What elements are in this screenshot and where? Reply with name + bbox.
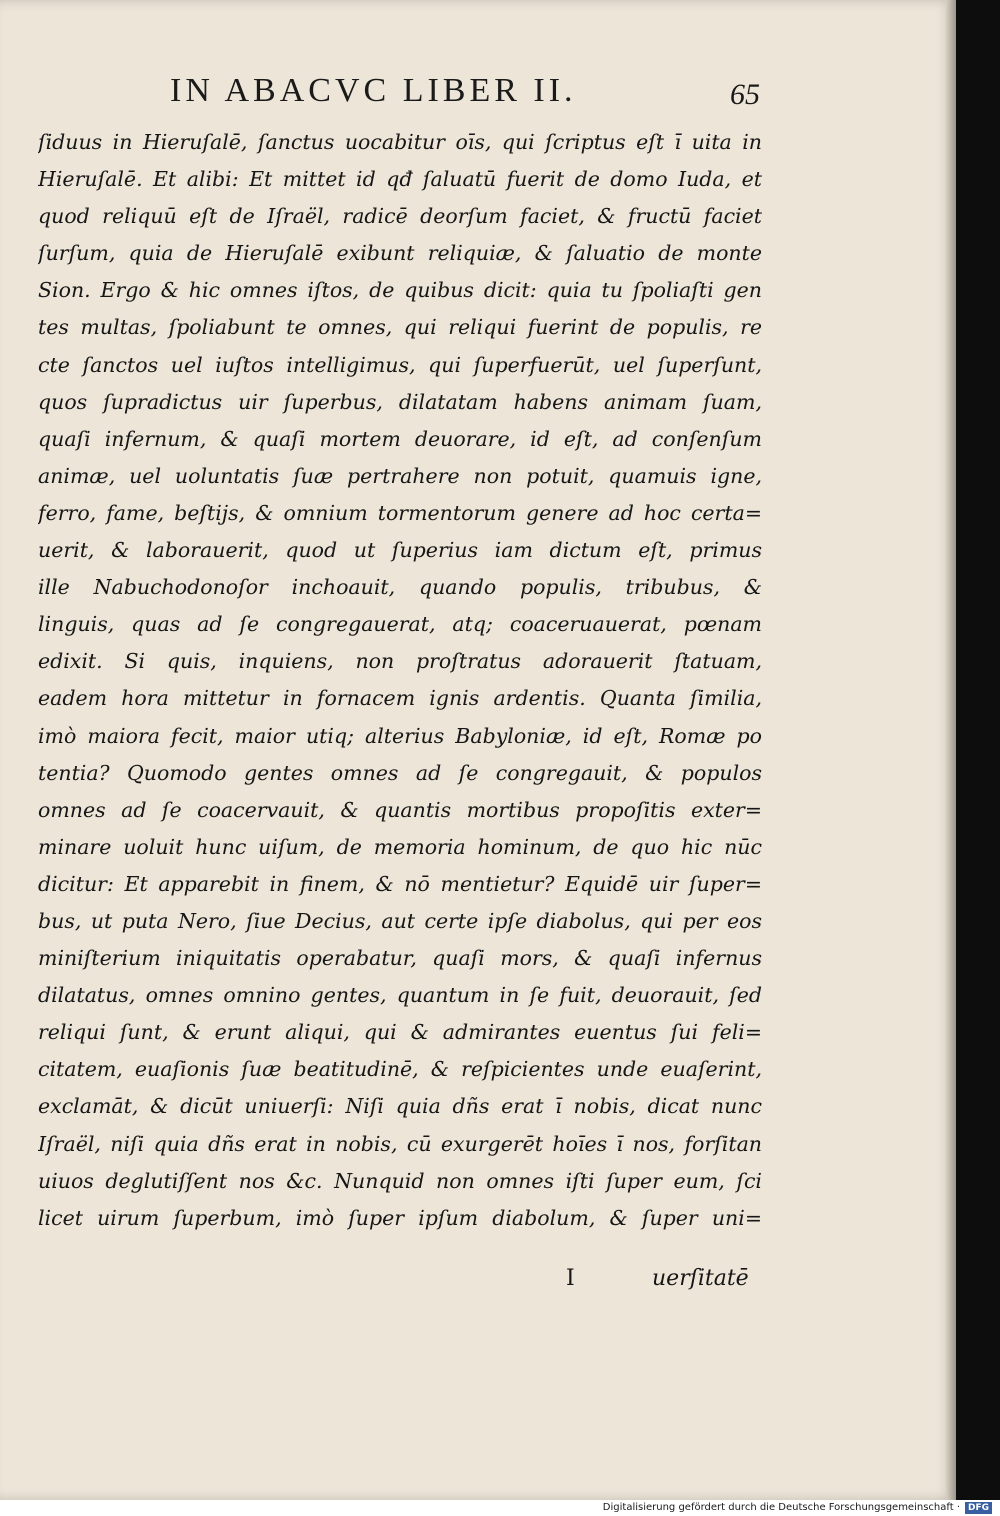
text-line: ſiduus in Hieruſalē, ſanctus uocabitur oīs, qui ſcriptus eſt ī uita in xyxy=(38,130,762,154)
text-line: miniſterium iniquitatis operabatur, quaſi mors, & quaſi infernus xyxy=(38,946,762,971)
text-line: eadem hora mittetur in fornacem ignis ardentis. Quanta ſimilia, xyxy=(38,686,762,711)
text-line: omnes ad ſe coacervauit, & quantis mortibus propoſitis exter= xyxy=(38,797,762,822)
text-line: minare uoluit hunc uiſum, de memoria hominum, de quo hic nūc xyxy=(38,834,762,859)
page-number: 65 xyxy=(730,78,760,111)
text-line: ſurſum, quia de Hieruſalē exibunt reliquiæ, & ſaluatio de monte xyxy=(38,241,762,266)
text-line: exclamāt, & dicūt uniuerſi: Niſi quia dñs erat ī nobis, dicat nunc xyxy=(38,1094,762,1119)
text-line: imò maiora fecit, maior utiq; alterius Babyloniæ, id eſt, Romæ po xyxy=(38,723,762,748)
text-block xyxy=(38,124,762,1237)
text-line: quos ſupradictus uir ſuperbus, dilatatam habens animam ſuam, xyxy=(38,389,762,414)
catchword: uerſitatē xyxy=(652,1266,749,1291)
text-line: edixit. Si quis, inquiens, non proſtratus adorauerit ſtatuam, xyxy=(38,649,762,674)
text-line: reliqui ſunt, & erunt aliqui, qui & admirantes euentus ſui feli= xyxy=(38,1020,762,1045)
footer-credit: Digitalisierung gefördert durch die Deutsche Forschungsgemeinschaft · xyxy=(602,1502,960,1513)
running-head: IN ABACVC LIBER II. xyxy=(170,72,577,109)
text-line: cte ſanctos uel iuſtos intelligimus, qui ſuperfuerūt, uel ſuperſunt, xyxy=(38,352,762,377)
text-line: tentia? Quomodo gentes omnes ad ſe congregauit, & populos xyxy=(38,760,762,785)
text-line: dilatatus, omnes omnino gentes, quantum in ſe fuit, deuorauit, ſed xyxy=(38,983,762,1008)
text-line: licet uirum ſuperbum, imò ſuper ipſum diabolum, & ſuper uni= xyxy=(38,1205,762,1230)
text-line: linguis, quas ad ſe congregauerat, atq; coaceruauerat, pœnam xyxy=(38,612,762,637)
text-line: Sion. Ergo & hic omnes iſtos, de quibus dicit: quia tu ſpoliaſti gen xyxy=(38,278,762,303)
text-line: Hieruſalē. Et alibi: Et mittet id qđ ſaluatū fuerit de domo Iuda, et xyxy=(38,167,762,192)
page-edge xyxy=(946,0,956,1500)
text-line: citatem, euaſionis ſuæ beatitudinē, & reſpicientes unde euaſerint, xyxy=(38,1057,762,1082)
text-line: uerit, & laborauerit, quod ut ſuperius iam dictum eſt, primus xyxy=(38,538,762,563)
text-line: uiuos deglutiſſent nos &c. Nunquid non omnes iſti ſuper eum, ſci xyxy=(38,1168,762,1193)
text-line: Iſraël, niſi quia dñs erat in nobis, cū exurgerēt hoīes ī nos, forſitan xyxy=(38,1131,762,1156)
signature-line xyxy=(38,1262,762,1302)
footer-bar xyxy=(0,1500,1000,1516)
text-line: ferro, fame, beſtijs, & omnium tormentorum genere ad hoc certa= xyxy=(38,500,762,525)
text-line: tes multas, ſpoliabunt te omnes, qui reliqui fuerint de populis, re xyxy=(38,315,762,340)
text-line: dicitur: Et apparebit in finem, & nō mentietur? Equidē uir ſuper= xyxy=(38,871,762,896)
dfg-logo: DFG xyxy=(965,1502,992,1514)
text-line: bus, ut puta Nero, ſiue Decius, aut certe ipſe diabolus, qui per eos xyxy=(38,908,762,933)
text-line: quod reliquū eſt de Iſraël, radicē deorſum faciet, & fructū faciet xyxy=(38,204,762,229)
text-line: animæ, uel uoluntatis ſuæ pertrahere non potuit, quamuis igne, xyxy=(38,463,762,488)
signature-mark: I xyxy=(566,1266,575,1291)
text-line: quaſi infernum, & quaſi mortem deuorare, id eſt, ad conſenſum xyxy=(38,426,762,451)
text-line: ille Nabuchodonoſor inchoauit, quando populis, tribubus, & xyxy=(38,575,762,600)
